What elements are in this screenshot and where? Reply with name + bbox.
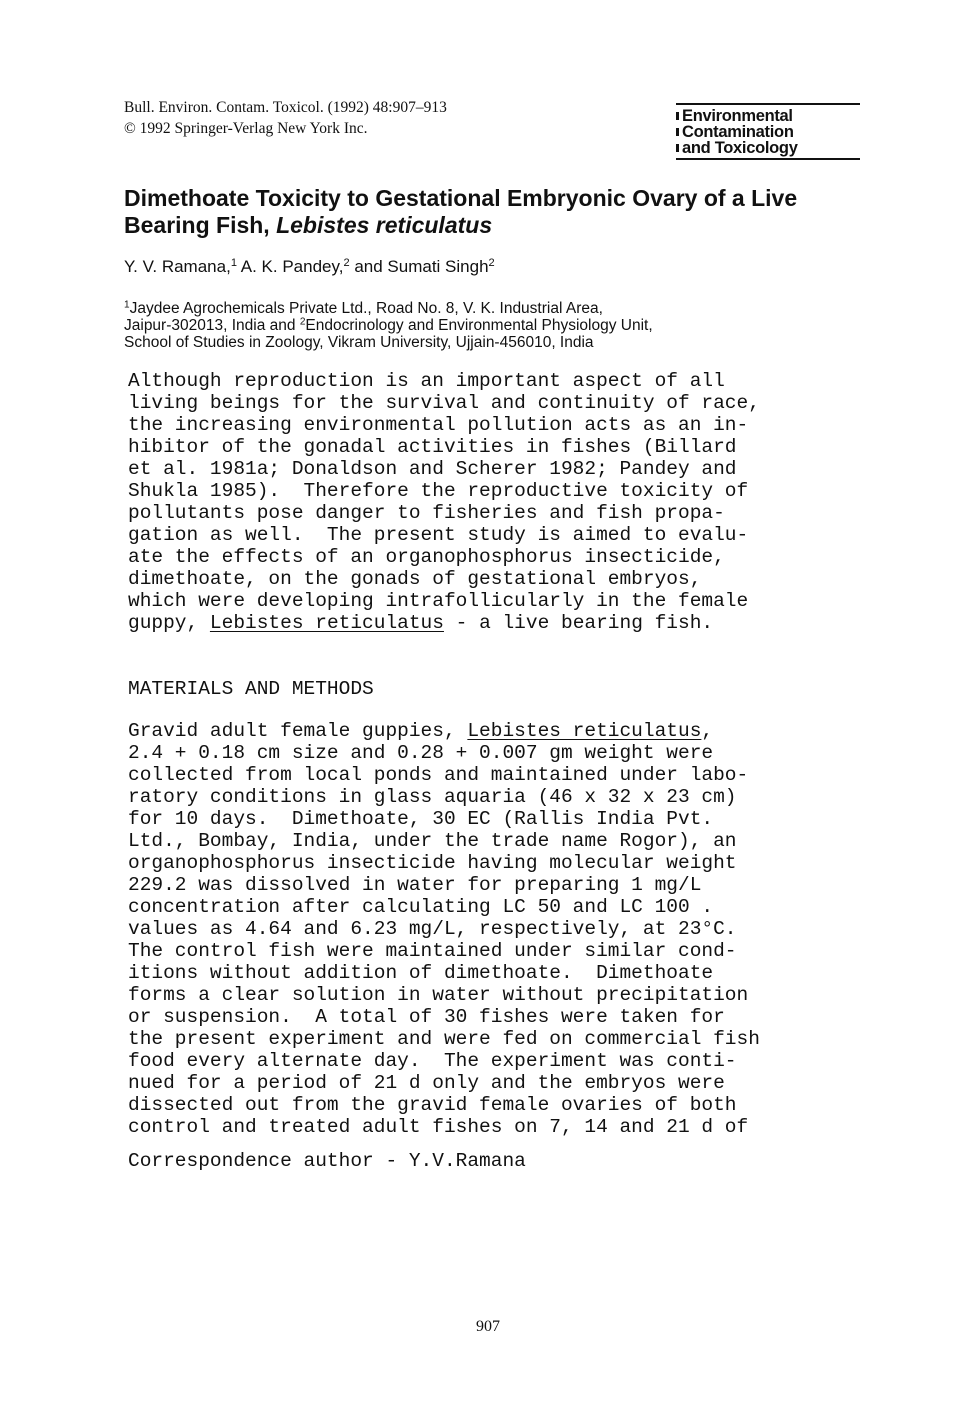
affiliation-text-2b: Endocrinology and Environmental Physiology Unit, [305,317,653,334]
author-list [124,256,495,278]
logo-line-2: Contamination [676,124,860,140]
species-name: Lebistes reticulatus [467,720,702,742]
text-line: hibitor of the gonadal activities in fishes (Billard [128,436,737,458]
text-line: or suspension. A total of 30 fishes were taken for [128,1006,725,1028]
text-line: forms a clear solution in water without precipitation [128,984,749,1006]
copyright-line: © 1992 Springer-Verlag New York Inc. [124,120,368,137]
author-1-affil: 1 [230,256,237,269]
text-line: values as 4.64 and 6.23 mg/L, respectively, at 23°C. [128,918,737,940]
text-line: itions without addition of dimethoate. Dimethoate [128,962,714,984]
text-line: the present experiment and were fed on commercial fish [128,1028,760,1050]
article-title [124,185,854,239]
text-line: pollutants pose danger to fisheries and fish propa- [128,502,725,524]
text-line: 2.4 + 0.18 cm size and 0.28 + 0.007 gm weight were [128,742,714,764]
title-species: Lebistes reticulatus [276,212,493,238]
text-span: Gravid adult female guppies, [128,720,468,742]
affiliation-line-1 [124,300,844,317]
citation-line: Bull. Environ. Contam. Toxicol. (1992) 48:907–913 [124,99,447,116]
text-line: Shukla 1985). Therefore the reproductive toxicity of [128,480,749,502]
text-line-last [128,612,760,634]
intro-paragraph [128,370,760,634]
text-line: et al. 1981a; Donaldson and Scherer 1982; Pandey and [128,458,737,480]
correspondence-note: Correspondence author - Y.V.Ramana [128,1150,526,1172]
text-line: control and treated adult fishes on 7, 14 and 21 d of [128,1116,749,1138]
text-line: nued for a period of 21 d only and the embryos were [128,1072,725,1094]
logo-line-3: and Toxicology [676,140,860,156]
author-2-affil: 2 [343,256,350,269]
text-line: which were developing intrafollicularly in the female [128,590,749,612]
journal-logo [676,103,860,160]
text-line-first [128,720,760,742]
text-line: gation as well. The present study is aimed to evalu- [128,524,749,546]
text-line: the increasing environmental pollution acts as an in- [128,414,749,436]
text-line: concentration after calculating LC 50 and LC 100 . [128,896,714,918]
author-3-affil: 2 [488,256,495,269]
text-line: for 10 days. Dimethoate, 30 EC (Rallis India Pvt. [128,808,714,830]
author-3: and Sumati Singh [349,257,489,276]
text-line: living beings for the survival and continuity of race, [128,392,760,414]
text-line: collected from local ponds and maintained under labo- [128,764,749,786]
affil-mark-2: 2 [299,316,306,328]
species-name: Lebistes reticulatus [209,612,444,634]
author-2: A. K. Pandey, [236,257,344,276]
affiliation-line-2 [124,317,844,334]
section-heading: MATERIALS AND METHODS [128,678,374,700]
affiliations [124,300,844,351]
text-line: 229.2 was dissolved in water for preparing 1 mg/L [128,874,702,896]
text-line: ate the effects of an organophosphorus insecticide, [128,546,725,568]
text-span: , [701,720,714,742]
page-number: 907 [476,1318,500,1335]
title-main: Dimethoate Toxicity to Gestational Embryonic Ovary of a Live Bearing Fish, [124,185,798,238]
methods-paragraph [128,720,760,1138]
journal-citation [124,97,447,139]
text-line: ratory conditions in glass aquaria (46 x 32 x 23 cm) [128,786,737,808]
text-line: organophosphorus insecticide having molecular weight [128,852,737,874]
text-span: - a live bearing fish. [443,612,714,634]
text-line: The control fish were maintained under similar cond- [128,940,737,962]
author-1: Y. V. Ramana, [124,257,231,276]
text-line: Although reproduction is an important aspect of all [128,370,725,392]
logo-line-1: Environmental [676,108,860,124]
affil-mark-1: 1 [124,299,130,311]
text-line: food every alternate day. The experiment was conti- [128,1050,737,1072]
affiliation-line-3: School of Studies in Zoology, Vikram University, Ujjain-456010, India [124,334,594,351]
affiliation-text-1: Jaydee Agrochemicals Private Ltd., Road No. 8, V. K. Industrial Area, [129,300,603,317]
text-span: guppy, [128,612,210,634]
text-line: dissected out from the gravid female ovaries of both [128,1094,737,1116]
text-line: Ltd., Bombay, India, under the trade name Rogor), an [128,830,737,852]
affiliation-text-2a: Jaipur-302013, India and [124,317,300,334]
text-line: dimethoate, on the gonads of gestational embryos, [128,568,702,590]
